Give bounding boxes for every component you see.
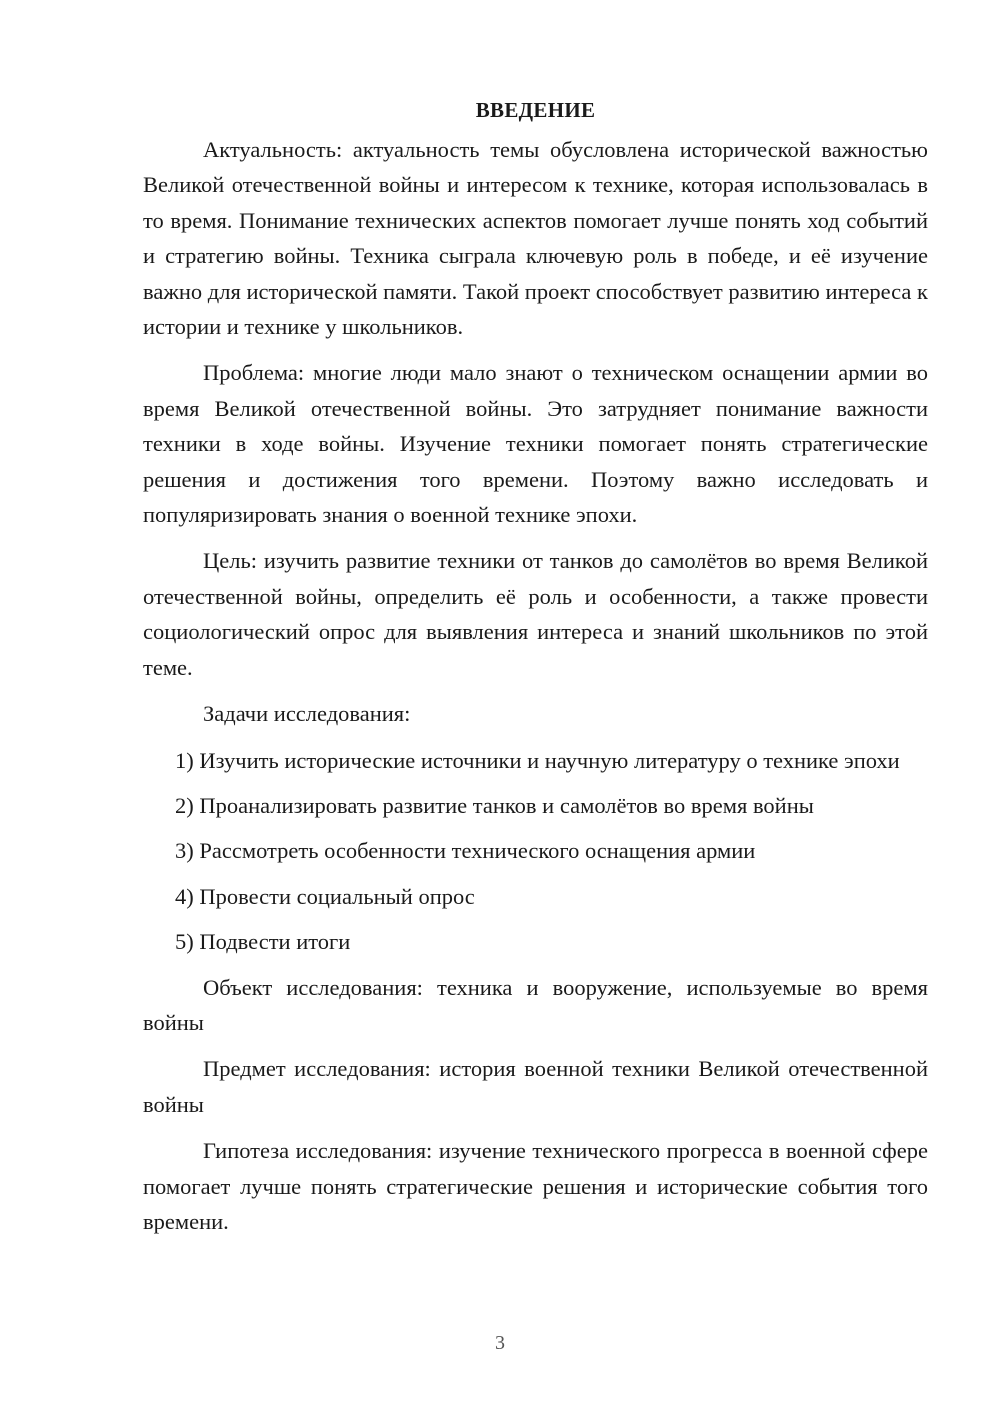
page-number: 3 bbox=[495, 1332, 505, 1354]
problem-paragraph: Проблема: многие люди мало знают о техническом оснащении армии во время Великой отечественной войны. Это затрудняет понимание важности техники в ходе войны. Изучение техники помогает понять стратегические решения и достижения того времени. Поэтому важно исследовать и популяризировать знания о военной технике эпохи. bbox=[143, 360, 928, 528]
task-item: 5) Подвести итоги bbox=[175, 929, 351, 955]
tasks-list bbox=[143, 743, 928, 960]
document-page bbox=[143, 92, 928, 1250]
object-paragraph: Объект исследования: техника и вооружение, используемые во время войны bbox=[143, 974, 928, 1035]
hypothesis-paragraph: Гипотеза исследования: изучение технического прогресса в военной сфере помогает лучше понять стратегические решения и исторические события того времени. bbox=[143, 1138, 928, 1234]
tasks-heading: Задачи исследования: bbox=[203, 701, 411, 727]
task-item: 1) Изучить исторические источники и научную литературу о технике эпохи bbox=[175, 747, 900, 773]
task-item: 2) Проанализировать развитие танков и самолётов во время войны bbox=[175, 792, 814, 818]
task-item: 4) Провести социальный опрос bbox=[175, 883, 475, 909]
relevance-paragraph: Актуальность: актуальность темы обусловлена исторической важностью Великой отечественной войны и интересом к технике, которая использовалась в то время. Понимание технических аспектов помогает лучше понять ход событий и стратегию войны. Техника сыграла ключевую роль в победе, и её изучение важно для исторической памяти. Такой проект способствует развитию интереса к истории и технике у школьников. bbox=[143, 137, 928, 340]
subject-paragraph: Предмет исследования: история военной техники Великой отечественной войны bbox=[143, 1056, 928, 1117]
task-item: 3) Рассмотреть особенности технического оснащения армии bbox=[175, 838, 756, 864]
goal-paragraph: Цель: изучить развитие техники от танков до самолётов во время Великой отечественной войны, определить её роль и особенности, а также провести социологический опрос для выявления интереса и знаний школьников по этой теме. bbox=[143, 548, 928, 680]
page-title: ВВЕДЕНИЕ bbox=[475, 98, 596, 122]
